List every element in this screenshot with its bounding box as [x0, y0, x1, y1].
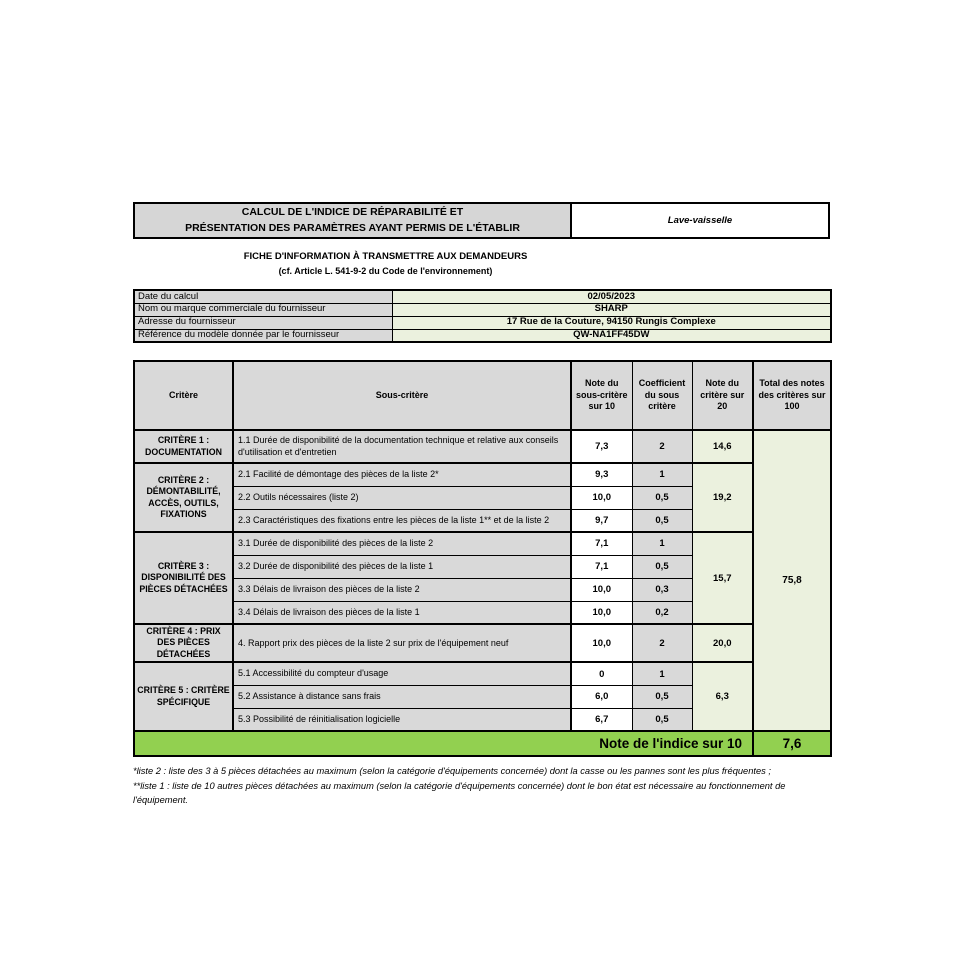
total-score-100: 75,8 — [753, 430, 831, 731]
table-row — [134, 624, 831, 662]
criterion-4-name: CRITÈRE 4 : PRIX DES PIÈCES DÉTACHÉES — [134, 624, 233, 662]
subcriterion-1-1: 1.1 Durée de disponibilité de la documentation technique et relative aux conseils d'utilisation et d'entretien — [233, 430, 571, 463]
final-score-label: Note de l'indice sur 10 — [134, 731, 753, 756]
criterion-2-name: CRITÈRE 2 : DÉMONTABILITÉ, ACCÈS, OUTILS, FIXATIONS — [134, 463, 233, 532]
coefficient-5-1: 1 — [632, 662, 692, 685]
footnote-liste-1: **liste 1 : liste de 10 autres pièces détachées au maximum (selon la catégorie d'équipements concernée) dont le bon état est nécessaire au fonctionnement de l'équipement. — [133, 780, 786, 806]
subheader-line-2: (cf. Article L. 541-9-2 du Code de l'environnement) — [278, 266, 493, 276]
title-line-2: PRÉSENTATION DES PARAMÈTRES AYANT PERMIS DE L'ÉTABLIR — [185, 221, 520, 234]
info-label-date: Date du calcul — [134, 290, 392, 303]
final-score-value: 7,6 — [753, 731, 831, 756]
subcriterion-3-2: 3.2 Durée de disponibilité des pièces de la liste 1 — [233, 555, 571, 578]
product-category: Lave-vaisselle — [572, 204, 828, 237]
criterion-5-name: CRITÈRE 5 : CRITÈRE SPÉCIFIQUE — [134, 662, 233, 731]
subcriterion-2-2: 2.2 Outils nécessaires (liste 2) — [233, 486, 571, 509]
coefficient-3-1: 1 — [632, 532, 692, 555]
coefficient-5-2: 0,5 — [632, 685, 692, 708]
document-content — [133, 202, 830, 807]
title-line-1: CALCUL DE L'INDICE DE RÉPARABILITÉ ET — [241, 206, 464, 219]
note10-3-4: 10,0 — [571, 601, 632, 624]
note10-5-2: 6,0 — [571, 685, 632, 708]
header-note10: Note du sous-critère sur 10 — [571, 361, 632, 430]
note20-criterion-4: 20,0 — [692, 624, 753, 662]
subheader-line-1: FICHE D'INFORMATION À TRANSMETTRE AUX DEMANDEURS — [243, 251, 528, 262]
coefficient-3-3: 0,3 — [632, 578, 692, 601]
coefficient-2-2: 0,5 — [632, 486, 692, 509]
subcriterion-2-1: 2.1 Facilité de démontage des pièces de la liste 2* — [233, 463, 571, 486]
note20-criterion-2: 19,2 — [692, 463, 753, 532]
document-header — [133, 202, 830, 239]
info-value-brand: SHARP — [392, 303, 831, 316]
footnotes — [133, 764, 830, 807]
subcriterion-5-2: 5.2 Assistance à distance sans frais — [233, 685, 571, 708]
note10-5-1: 0 — [571, 662, 632, 685]
info-value-address: 17 Rue de la Couture, 94150 Rungis Complexe — [392, 316, 831, 329]
info-label-brand: Nom ou marque commerciale du fournisseur — [134, 303, 392, 316]
header-coefficient: Coefficient du sous critère — [632, 361, 692, 430]
table-row — [134, 430, 831, 463]
note20-criterion-3: 15,7 — [692, 532, 753, 624]
criteria-table — [133, 360, 832, 757]
note10-3-1: 7,1 — [571, 532, 632, 555]
coefficient-4: 2 — [632, 624, 692, 662]
coefficient-2-3: 0,5 — [632, 509, 692, 532]
table-row — [134, 532, 831, 555]
footnote-liste-2: *liste 2 : liste des 3 à 5 pièces détachées au maximum (selon la catégorie d'équipements concernée) dont la casse ou les pannes sont les plus fréquentes ; — [133, 766, 771, 777]
subcriterion-3-4: 3.4 Délais de livraison des pièces de la liste 1 — [233, 601, 571, 624]
header-criterion: Critère — [134, 361, 233, 430]
header-total100: Total des notes des critères sur 100 — [753, 361, 831, 430]
note10-3-2: 7,1 — [571, 555, 632, 578]
note10-2-3: 9,7 — [571, 509, 632, 532]
document-title — [135, 204, 572, 237]
info-value-date: 02/05/2023 — [392, 290, 831, 303]
final-score-row — [134, 731, 831, 756]
info-row-date — [134, 290, 831, 303]
note10-5-3: 6,7 — [571, 708, 632, 731]
info-row-brand — [134, 303, 831, 316]
coefficient-2-1: 1 — [632, 463, 692, 486]
note10-4: 10,0 — [571, 624, 632, 662]
coefficient-3-4: 0,2 — [632, 601, 692, 624]
criterion-1-name: CRITÈRE 1 : DOCUMENTATION — [134, 430, 233, 463]
criteria-table-header-row — [134, 361, 831, 430]
info-row-address — [134, 316, 831, 329]
criterion-3-name: CRITÈRE 3 : DISPONIBILITÉ DES PIÈCES DÉTACHÉES — [134, 532, 233, 624]
table-row — [134, 662, 831, 685]
info-label-address: Adresse du fournisseur — [134, 316, 392, 329]
note20-criterion-5: 6,3 — [692, 662, 753, 731]
note10-3-3: 10,0 — [571, 578, 632, 601]
subcriterion-3-3: 3.3 Délais de livraison des pièces de la liste 2 — [233, 578, 571, 601]
subheader — [133, 251, 638, 276]
subcriterion-4: 4. Rapport prix des pièces de la liste 2 sur prix de l'équipement neuf — [233, 624, 571, 662]
info-value-model: QW-NA1FF45DW — [392, 329, 831, 342]
coefficient-5-3: 0,5 — [632, 708, 692, 731]
table-row — [134, 463, 831, 486]
header-note20: Note du critère sur 20 — [692, 361, 753, 430]
subcriterion-5-3: 5.3 Possibilité de réinitialisation logicielle — [233, 708, 571, 731]
note10-2-2: 10,0 — [571, 486, 632, 509]
info-row-model — [134, 329, 831, 342]
info-label-model: Référence du modèle donnée par le fournisseur — [134, 329, 392, 342]
supplier-info-table — [133, 289, 832, 343]
subcriterion-5-1: 5.1 Accessibilité du compteur d'usage — [233, 662, 571, 685]
subcriterion-2-3: 2.3 Caractéristiques des fixations entre les pièces de la liste 1** et de la liste 2 — [233, 509, 571, 532]
coefficient-3-2: 0,5 — [632, 555, 692, 578]
subcriterion-3-1: 3.1 Durée de disponibilité des pièces de la liste 2 — [233, 532, 571, 555]
note10-1-1: 7,3 — [571, 430, 632, 463]
note10-2-1: 9,3 — [571, 463, 632, 486]
note20-criterion-1: 14,6 — [692, 430, 753, 463]
header-subcriterion: Sous-critère — [233, 361, 571, 430]
coefficient-1-1: 2 — [632, 430, 692, 463]
